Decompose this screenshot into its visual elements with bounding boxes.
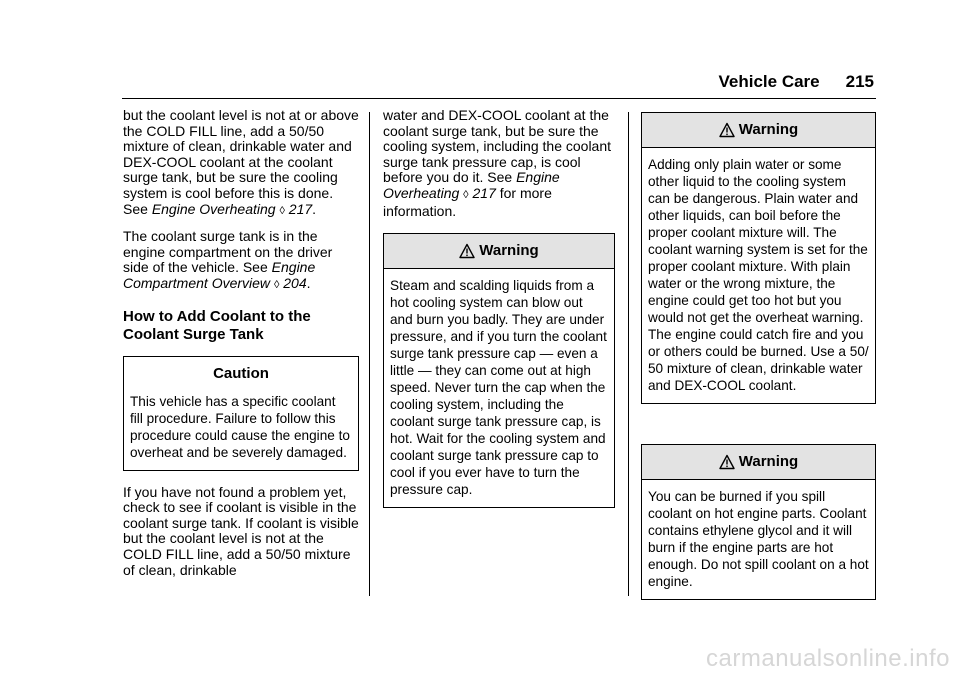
section-name: Vehicle Care: [718, 72, 820, 91]
warning-header: [384, 234, 614, 269]
column-divider-2: [628, 112, 629, 596]
section-heading: How to Add Coolant to the Coolant Surge Tank: [123, 307, 311, 343]
watermark: carmanualsonline.info: [706, 645, 950, 672]
caution-body: This vehicle has a specific coolant fill procedure. Failure to follow this procedure could cause the engine to overheat and be severely damaged.: [130, 393, 350, 460]
warning-triangle-icon: [719, 454, 735, 470]
column-1: [123, 108, 359, 588]
page-ref[interactable]: 217: [472, 184, 496, 201]
warning-triangle-icon: [719, 122, 735, 138]
cross-reference-link[interactable]: Engine Overheating: [151, 200, 276, 217]
page-ref-arrow-icon: ◊: [463, 188, 469, 201]
page-header: [710, 72, 874, 96]
warning-body: You can be burned if you spill coolant on hot engine parts. Coolant contains ethylene glycol and it will burn if the engine parts are hot enough. Do not spill coolant on a hot engine.: [648, 489, 869, 589]
warning-box: [641, 112, 876, 404]
warning-title: Warning: [479, 242, 539, 260]
spacer: [641, 418, 876, 444]
page-number: 215: [845, 72, 874, 91]
caution-box: [123, 356, 359, 471]
paragraph: water and DEX-COOL coolant at the coolant surge tank, but be sure the cooling system, including the coolant surge tank pressure cap, is cool before you do it. See Engine Overheating ◊ 217 for more information.: [383, 107, 612, 219]
warning-body: Adding only plain water or some other liquid to the cooling system can be dangerous. Plain water and other liquids, can boil before the proper coolant mixture will. The coolant warning system is set for the proper coolant mixture. With plain water or the wrong mixture, the engine could get too hot but you would not get the overheat warning. The engine could catch fire and you or others could be burned. Use a 50/ 50 mixture of clean, drinkable water and DEX-COOL coolant.: [648, 157, 869, 393]
paragraph: but the coolant level is not at or above the COLD FILL line, add a 50/50 mixture of clean, drinkable water and DEX-COOL coolant at the coolant surge tank, but be sure the cooling system is cool before this is done. See Engine Overheating ◊ 217.: [123, 107, 359, 217]
cross-reference-link[interactable]: Engine Overheating: [383, 169, 560, 201]
warning-box: [641, 444, 876, 600]
header-rule: [122, 98, 876, 99]
column-2: [383, 108, 615, 522]
caution-title: Caution: [213, 364, 269, 382]
page-ref-arrow-icon: ◊: [273, 278, 280, 291]
column-divider-1: [369, 112, 370, 596]
warning-header: [642, 113, 875, 148]
cross-reference-link[interactable]: Engine Compartment Overview: [123, 259, 316, 291]
warning-triangle-icon: [459, 243, 475, 259]
warning-title: Warning: [738, 121, 799, 139]
warning-body: Steam and scalding liquids from a hot cooling system can blow out and burn you badly. They are under pressure, and if you turn the coolant surge tank pressure cap — even a little — they can come out at high speed. Never turn the cap when the cooling system, including the coolant surge tank pressure cap, is hot. Wait for the cooling system and coolant surge tank pressure cap to cool if you ever have to turn the pressure cap.: [390, 278, 607, 498]
warning-header: [642, 445, 875, 480]
warning-box: [383, 233, 615, 508]
paragraph: If you have not found a problem yet, check to see if coolant is visible in the coolant surge tank. If coolant is visible but the coolant level is not at the COLD FILL line, add a 50/50 mixture of clean, drinkable: [123, 483, 359, 578]
paragraph: The coolant surge tank is in the engine compartment on the driver side of the vehicle. See Engine Compartment Overview ◊ 204.: [123, 228, 333, 291]
page-ref[interactable]: 204: [283, 274, 307, 291]
page-ref-arrow-icon: ◊: [279, 204, 285, 217]
column-3: [641, 112, 876, 614]
page-ref[interactable]: 217: [288, 200, 313, 217]
warning-title: Warning: [738, 453, 799, 471]
